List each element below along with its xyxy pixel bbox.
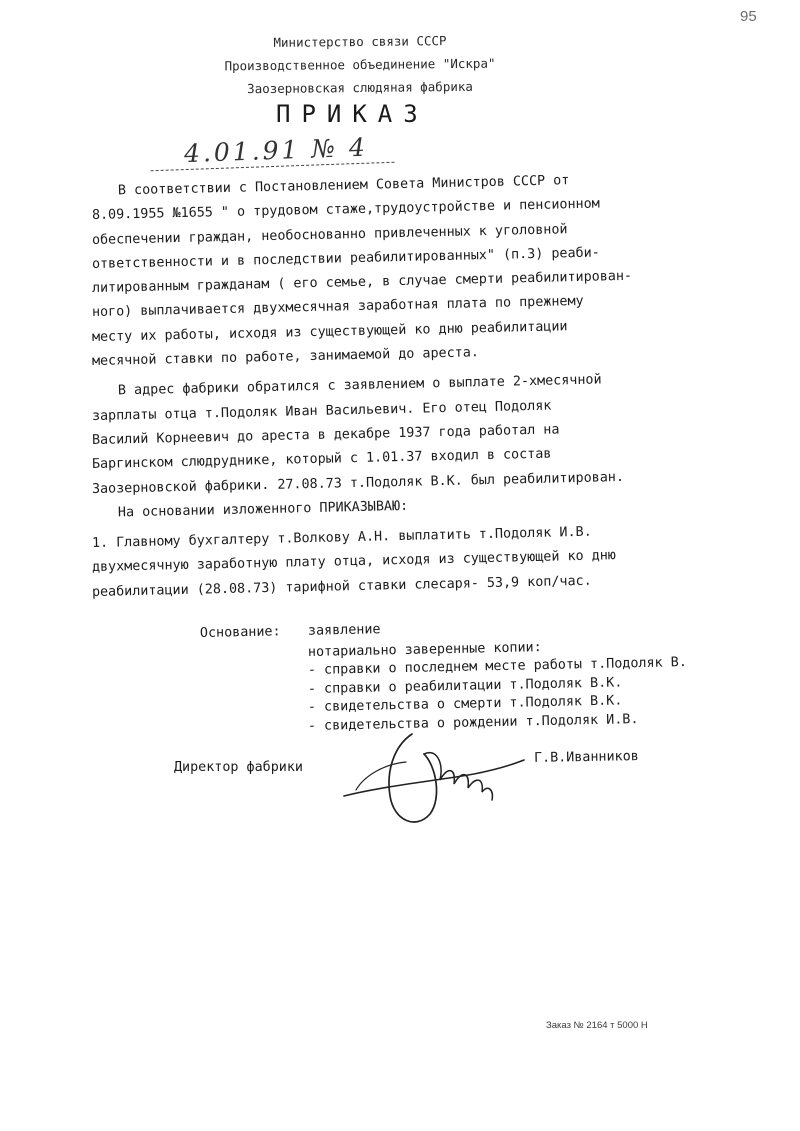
text-line: зарплаты отца т.Подоляк Иван Васильевич. Его отец Подоляк — [91, 398, 552, 424]
text-line: литированным гражданам ( его семье, в случае смерти реабилитирован- — [91, 268, 633, 297]
text-line: Баргинском слюдруднике, который с 1.01.37 входил в состав — [91, 446, 552, 473]
text-line: месячной ставки по работе, занимаемой до ареста. — [91, 345, 480, 370]
text-line: В соответствии с Постановлением Совета Министров СССР от — [117, 173, 570, 199]
basis-item: - справки о реабилитации т.Подоляк В.К. — [307, 674, 623, 697]
factory-line: Заозерновская слюдяная фабрика — [247, 78, 473, 97]
text-line: обеспечении граждан, необоснованно привлеченных к уголовной — [91, 221, 568, 248]
signer-name: Г.В.Иванников — [533, 749, 639, 766]
text-line: реабилитации (28.08.73) тарифной ставки слесаря- 53,9 коп/час. — [91, 573, 592, 600]
text-line: Василий Корнеевич до ареста в декабре 1937 года работал на — [91, 422, 560, 448]
text-line: двухмесячную заработную плату отца, исходя из существующей ко дню — [91, 548, 617, 576]
paragraph-order-item-1 — [91, 524, 732, 605]
text-line: 1. Главному бухгалтеру т.Волкову А.Н. выплатить т.Подоляк И.В. — [91, 524, 592, 552]
order-body — [91, 173, 732, 605]
basis-list — [307, 639, 780, 737]
order-number: 4.01.91 № 4 — [150, 132, 395, 171]
association-line: Производственное объединение "Искра" — [224, 55, 496, 74]
text-line: ответственности и в последствии реабилитированных" (п.3) реаби- — [91, 245, 600, 272]
ministry-line: Министерство связи СССР — [273, 33, 447, 50]
basis-block — [199, 622, 780, 736]
page-number: 95 — [740, 8, 757, 25]
basis-item: нотариально заверенные копии: — [307, 639, 542, 660]
handwritten-signature — [324, 726, 554, 836]
letterhead — [200, 30, 520, 99]
print-order-footer: Заказ № 2164 т 5000 Н — [546, 1020, 648, 1031]
text-line: ного) выплачивается двухмесячная заработная плата по прежнему — [91, 294, 584, 321]
text-line: На основании изложенного ПРИКАЗЫВАЮ: — [117, 498, 409, 521]
signature-row — [174, 748, 694, 838]
basis-item: - справки о последнем месте работы т.Подоляк В. — [307, 655, 687, 678]
basis-item: - свидетельства о рождении т.Подоляк И.В. — [307, 711, 639, 734]
basis-item: - свидетельства о смерти т.Подоляк В.К. — [307, 693, 623, 715]
document-title: ПРИКАЗ — [276, 100, 429, 128]
text-line: В адрес фабрики обратился с заявлением о выплате 2-хмесячной — [117, 372, 602, 399]
basis-first-item: заявление — [307, 622, 381, 639]
text-line: месту их работы, исходя из существующей ко дню реабилитации — [91, 318, 568, 345]
paragraph-legal-basis — [91, 173, 732, 374]
text-line: Заозерновской фабрики. 27.08.73 т.Подоляк В.К. был реабилитирован. — [91, 469, 625, 497]
text-line: 8.09.1955 №1655 " о трудовом стаже,трудоустройстве и пенсионном — [91, 196, 600, 224]
basis-label: Основание: — [199, 624, 281, 641]
signer-position: Директор фабрики — [174, 760, 303, 775]
paragraph-application — [91, 372, 732, 501]
